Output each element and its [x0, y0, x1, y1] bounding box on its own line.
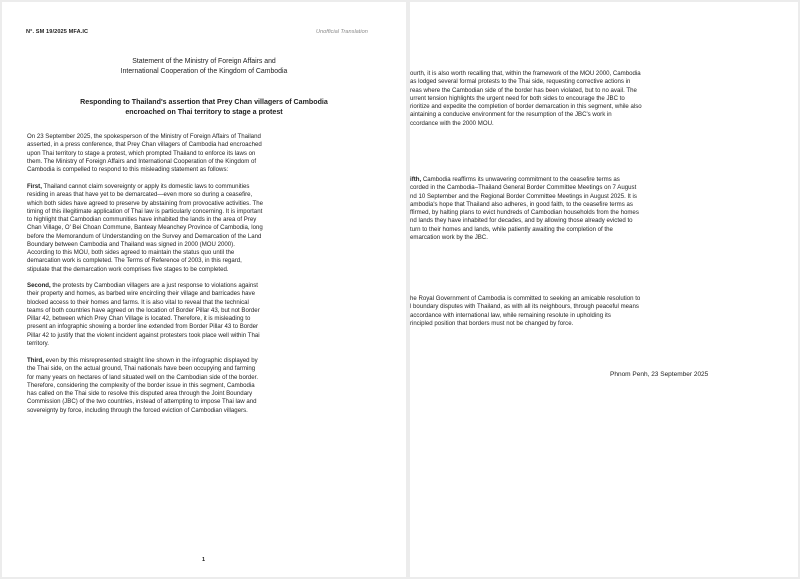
- text-line: even by this misrepresented straight line shown in the infographic displayed by: [43, 357, 258, 364]
- text-line: Pillar 42 to justify that the violent incident against protesters took place well within Thai: [27, 331, 260, 339]
- text-line: ambodia's hope that Thailand also adheres, in good faith, to the ceasefire terms as: [410, 200, 633, 208]
- text-line: Cambodia reaffirms its unwavering commitment to the ceasefire terms as: [421, 176, 620, 183]
- second-paragraph: [27, 282, 384, 348]
- intro-paragraph: [27, 133, 384, 174]
- text-line: the protests by Cambodian villagers are a just response to violations against: [50, 282, 259, 289]
- text-line: turn to their homes and lands, while patiently awaiting the completion of the: [410, 225, 613, 233]
- text-line: present an infographic showing a border line extended from Border Pillar 43 to Border: [27, 323, 259, 331]
- fifth-paragraph: [410, 176, 765, 242]
- statement-title: [2, 57, 406, 76]
- text-line: On 23 September 2025, the spokesperson of the Ministry of Foreign Affairs of Thailand: [27, 133, 261, 140]
- text-line: asserted, in a press conference, that Prey Chan villagers of Cambodia had encroached: [27, 141, 262, 149]
- subtitle-line: Responding to Thailand's assertion that Prey Chan villagers of Cambodia: [80, 98, 328, 106]
- text-line: sovereignty by force, including through the forced eviction of Cambodian villagers.: [27, 406, 248, 414]
- text-line: aintaining a conducive environment for the resumption of the JBC's work in: [410, 111, 612, 119]
- text-line: nd 10 September and the Regional Border Committee Meetings in August 2025. It is: [410, 192, 637, 200]
- text-line: the Thai side, on the actual ground, Thai nationals have been occupying and farming: [27, 365, 256, 373]
- first-paragraph: [27, 183, 384, 274]
- text-line: ccordance with the 2000 MOU.: [410, 119, 494, 127]
- reference-number: N°. SM 19/2025 MFA.IC: [26, 29, 89, 35]
- text-line: Commission (JBC) of the two countries, instead of attempting to impose Thai law and: [27, 398, 257, 406]
- title-line: International Cooperation of the Kingdom of Cambodia: [120, 67, 288, 75]
- second-lead: Second,: [27, 282, 51, 289]
- text-line: According to this MOU, both sides agreed to maintain the status quo until the: [27, 249, 235, 256]
- text-line: before the Memorandum of Understanding on the Survey and Demarcation of the Land: [27, 232, 262, 240]
- place-date-signoff: Phnom Penh, 23 September 2025: [610, 371, 709, 378]
- text-line: accordance with international law, while remaining resolute in upholding its: [410, 311, 611, 319]
- text-line: has called on the Thai side to resolve this disputed area through the Joint Boundary: [27, 390, 253, 397]
- text-line: Therefore, considering the complexity of the border issue in this segment, Cambodia: [27, 381, 255, 389]
- fifth-lead: ifth,: [410, 176, 422, 183]
- text-line: demarcation work is completed. The Terms of Reference of 2003, in this regard,: [27, 257, 242, 265]
- statement-subtitle: [2, 97, 406, 117]
- text-line: l boundary disputes with Thailand, as with all its neighbours, through peaceful means: [410, 303, 639, 311]
- text-line: to highlight that Cambodian communities have inhabited the lands in the area of Prey: [27, 216, 257, 223]
- third-paragraph: [27, 357, 384, 415]
- text-line: Boundary between Cambodia and Thailand was signed in 2000 (MOU 2000).: [27, 240, 235, 248]
- page-1: [2, 2, 406, 577]
- page-number: 1: [202, 557, 206, 563]
- text-line: timing of this illegitimate application of Thai law is particularly concerning. It is important: [27, 207, 263, 215]
- text-line: emarcation work by the JBC.: [410, 233, 488, 241]
- text-line: which both sides have agreed to preserve by abstaining from provocative activities. The: [27, 199, 263, 207]
- text-line: he Royal Government of Cambodia is committed to seeking an amicable resolution to: [410, 295, 641, 302]
- text-line: upon Thai territory to stage a protest, which prompted Thailand to enforce its laws on: [27, 149, 256, 157]
- text-line: urrent tension highlights the urgent need for both sides to encourage the JBC to: [410, 94, 625, 102]
- text-line: ffirmed, by halting plans to evict hundreds of Cambodian households from the homes: [410, 209, 639, 216]
- text-line: reas where the Cambodian side of the border has been violated, but to no avail. The: [410, 86, 637, 94]
- page-2: [410, 2, 798, 577]
- subtitle-line: encroached on Thai territory to stage a protest: [125, 108, 283, 116]
- text-line: nd lands they have inhabited for decades, and by allowing those already evicted to: [410, 217, 633, 225]
- text-line: Pillar 42, between which Prey Chan Village is located. Therefore, it is misleading to: [27, 315, 251, 322]
- text-line: teams of both countries have agreed on the location of Border Pillar 43, but not Border: [27, 306, 260, 314]
- text-line: rioritize and expedite the completion of border demarcation in this segment, while also: [410, 103, 642, 110]
- text-line: their property and homes, as barbed wire encircling their village and barricades have: [27, 290, 255, 298]
- text-line: blocked access to their homes and farms. It is also vital to reveal that the technical: [27, 298, 249, 306]
- third-lead: Third,: [27, 357, 44, 364]
- text-line: residing in areas that have yet to be demarcated—even more so during a ceasefire,: [27, 191, 253, 199]
- text-line: Cambodia is compelled to respond to this misleading statement as follows:: [27, 166, 229, 173]
- closing-paragraph: [410, 295, 765, 328]
- text-line: rincipled position that borders must not be changed by force.: [410, 319, 574, 327]
- translation-note: Unofficial Translation: [316, 29, 368, 35]
- text-line: ourth, it is also worth recalling that, within the framework of the MOU 2000, Cambodia: [410, 70, 641, 77]
- text-line: for many years on hectares of land situated well on the Cambodian side of the border.: [27, 373, 259, 381]
- text-line: them. The Ministry of Foreign Affairs and International Cooperation of the Kingdom of: [27, 157, 257, 165]
- title-line: Statement of the Ministry of Foreign Affairs and: [132, 58, 276, 65]
- text-line: Thailand cannot claim sovereignty or apply its domestic laws to communities: [41, 183, 250, 190]
- text-line: territory.: [27, 339, 49, 347]
- fourth-paragraph: [410, 70, 765, 128]
- text-line: stipulate that the demarcation work comprises five stages to be completed.: [27, 265, 229, 273]
- text-line: Chan Village, O' Bei Choan Commune, Banteay Meanchey Province of Cambodia, long: [27, 224, 263, 232]
- text-line: as lodged several formal protests to the Thai side, requesting corrective actions in: [410, 78, 631, 86]
- text-line: corded in the Cambodia–Thailand General Border Committee Meetings on 7 August: [410, 184, 637, 192]
- first-lead: First,: [27, 183, 42, 190]
